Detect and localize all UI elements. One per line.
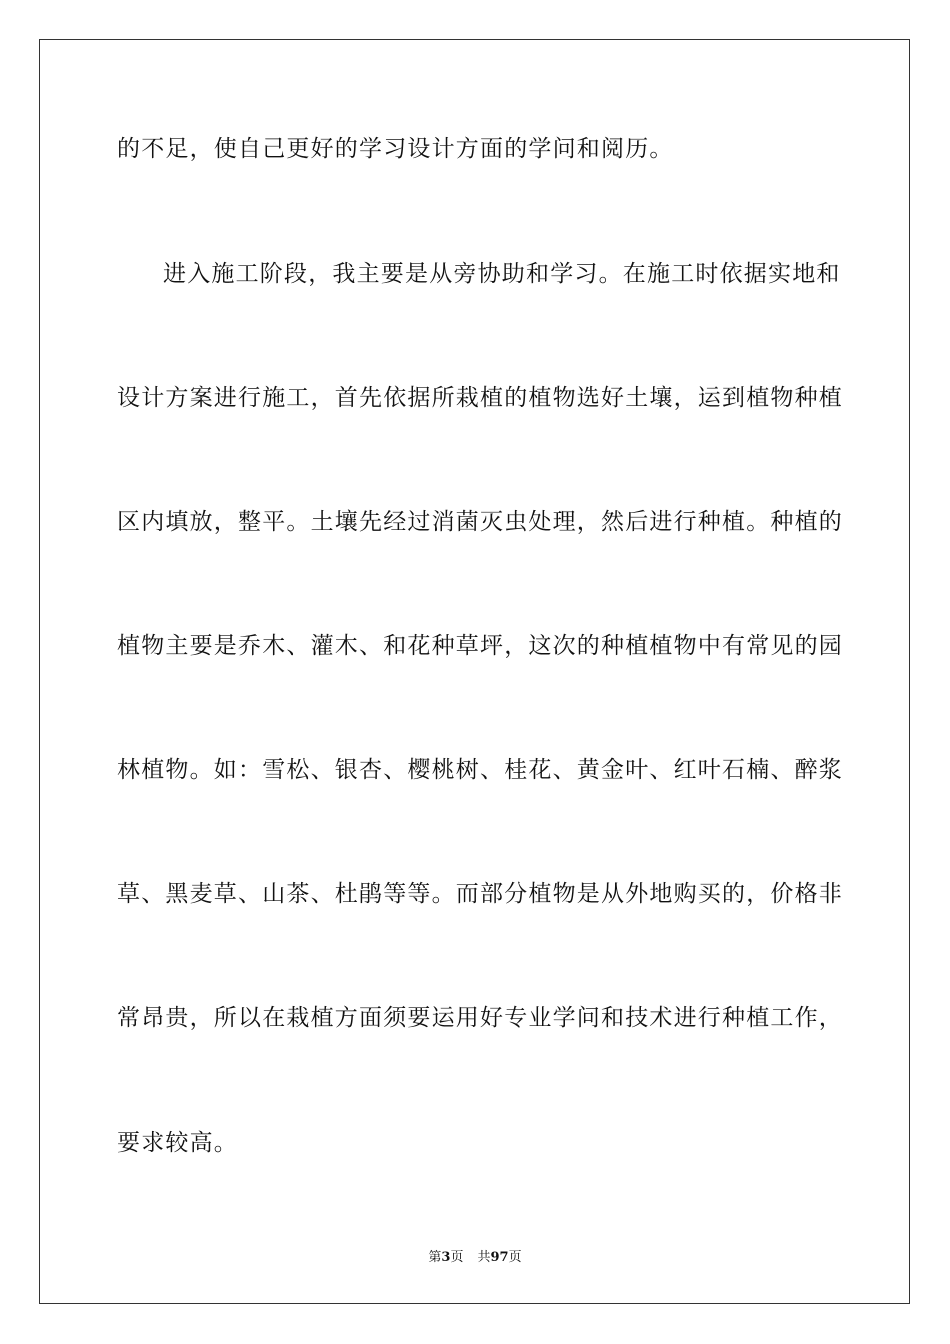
total-suffix: 页 [508, 1250, 522, 1265]
paragraph-line-1: 的不足，使自己更好的学习设计方面的学问和阅历。 [117, 136, 674, 162]
total-pages: 97 [490, 1250, 509, 1265]
paragraph-line-8: 常昂贵，所以在栽植方面须要运用好专业学问和技术进行种植工作， [117, 1005, 843, 1031]
page-border [39, 39, 910, 1304]
page-prefix: 第 [428, 1250, 442, 1265]
page-number: 3 [441, 1250, 451, 1265]
paragraph-line-4: 区内填放，整平。土壤先经过消菌灭虫处理，然后进行种植。种植的 [117, 509, 843, 535]
paragraph-line-9: 要求较高。 [117, 1130, 238, 1156]
total-prefix: 共 [477, 1250, 491, 1265]
paragraph-line-2: 进入施工阶段，我主要是从旁协助和学习。在施工时依据实地和 [163, 261, 841, 287]
page-footer [0, 1246, 950, 1265]
paragraph-line-5: 植物主要是乔木、灌木、和花种草坪，这次的种植植物中有常见的园 [117, 633, 843, 659]
paragraph-line-6: 林植物。如：雪松、银杏、樱桃树、桂花、黄金叶、红叶石楠、醉浆 [117, 757, 843, 783]
paragraph-line-3: 设计方案进行施工，首先依据所栽植的植物选好土壤，运到植物种植 [117, 385, 843, 411]
paragraph-line-7: 草、黑麦草、山茶、杜鹃等等。而部分植物是从外地购买的，价格非 [117, 881, 843, 907]
page-suffix: 页 [450, 1250, 464, 1265]
